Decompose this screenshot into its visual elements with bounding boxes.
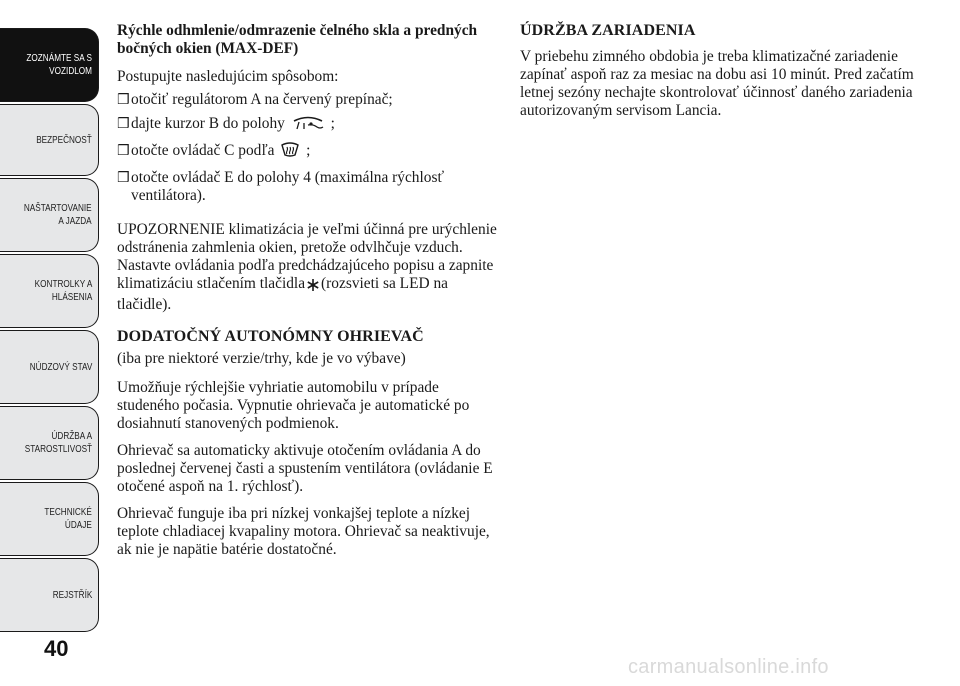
list-item-text: dajte kurzor B do polohy [131,115,285,132]
watermark-text: carmanualsonline.info [628,656,829,678]
list-item [117,91,499,109]
procedure-intro: Postupujte nasledujúcim spôsobom: [117,68,339,85]
warning-label: UPOZORNENIE [117,221,225,238]
list-item [117,142,499,163]
left-column [117,22,499,568]
checkbox-bullet-icon: ❒ [117,170,130,186]
tab-label: ÚDRŽBA A STAROSTLIVOSŤ [24,431,92,455]
heater-note: (iba pre niektoré verzie/trhy, kde je vo výbave) [117,350,406,367]
snowflake-icon [307,278,319,296]
list-item-text: ; [330,115,335,132]
warning-text: klimatizácia je veľmi účinná pre urýchlenie odstránenia zahmlenia okien, pretože odvlhčuje vzduch. Nastavte ovládania podľa predchádzajúceho popisu a zapnite klimatizáciu stlačením tlačidla [117,221,497,292]
tab-zoznamte-sa-s-vozidlom[interactable] [0,28,99,102]
procedure-list [117,91,499,205]
tab-label: KONTROLKY A HLÁSENIA [34,279,92,303]
subheading-max-def: Rýchle odhmlenie/odmrazenie čelného skla a predných bočných okien (MAX-DEF) [117,22,478,57]
checkbox-bullet-icon: ❒ [117,92,130,108]
tab-udrzba-a-starostlivost[interactable] [0,406,99,480]
tab-label: BEZPEČNOSŤ [36,134,92,146]
tab-label: TECHNICKÉ ÚDAJE [44,507,92,531]
heater-paragraph: Ohrievač funguje iba pri nízkej vonkajšej teplote a nízkej teplote chladiacej kvapaliny motora. Ohrievač sa neaktivuje, ak nie je napätie batérie dostatočné. [117,505,490,558]
chapter-tabs [0,0,100,640]
checkbox-bullet-icon: ❒ [117,116,130,132]
list-item [117,115,499,136]
warning-paragraph [117,221,499,314]
defrost-icon [280,142,300,163]
list-item [117,169,499,205]
heater-paragraph: Umožňuje rýchlejšie vyhriatie automobilu v prípade studeného počasia. Vypnutie ohrievača je automatické po dosiahnutí stanovených podmienok. [117,379,470,432]
tab-label: ZOZNÁMTE SA S VOZIDLOM [26,53,92,77]
tab-nastartovanie-a-jazda[interactable] [0,178,99,252]
list-item-text: ; [306,142,311,159]
checkbox-bullet-icon: ❒ [117,143,130,159]
right-column [520,22,915,129]
maintenance-paragraph: V priebehu zimného obdobia je treba klimatizačné zariadenie zapínať aspoň raz za mesiac na dobu asi 10 minút. Pred začatím letnej sezóny nechajte skontrolovať účinnosť daného zariadenia autorizovaným servisom Lancia. [520,48,914,119]
warning-text-end: (rozsvieti sa LED na tlačidle). [117,275,448,313]
tab-label: NÚDZOVÝ STAV [29,361,92,373]
tab-kontrolky-a-hlasenia[interactable] [0,254,99,328]
heater-paragraph: Ohrievač sa automaticky aktivuje otočením ovládania A do poslednej červenej časti a spustením ventilátora (ovládanie E otočené aspoň na 1. rýchlosť). [117,442,493,495]
list-item-text: otočiť regulátorom A na červený prepínač; [131,91,393,108]
heater-heading: DODATOČNÝ AUTONÓMNY OHRIEVAČ [117,328,424,345]
tab-bezpecnost[interactable] [0,104,99,176]
list-item-text: otočte ovládač C podľa [131,142,275,159]
tab-nudzovy-stav[interactable] [0,330,99,404]
windshield-airflow-icon [291,115,325,136]
tab-rejstrik[interactable] [0,558,99,632]
list-item-text: otočte ovládač E do polohy 4 (maximálna rýchlosť ventilátora). [131,169,445,204]
tab-label: NAŠTARTOVANIE A JAZDA [24,203,92,227]
page-number: 40 [44,636,69,661]
maintenance-heading: ÚDRŽBA ZARIADENIA [520,22,696,39]
tab-technicke-udaje[interactable] [0,482,99,556]
tab-label: REJSTŘÍK [52,589,92,601]
